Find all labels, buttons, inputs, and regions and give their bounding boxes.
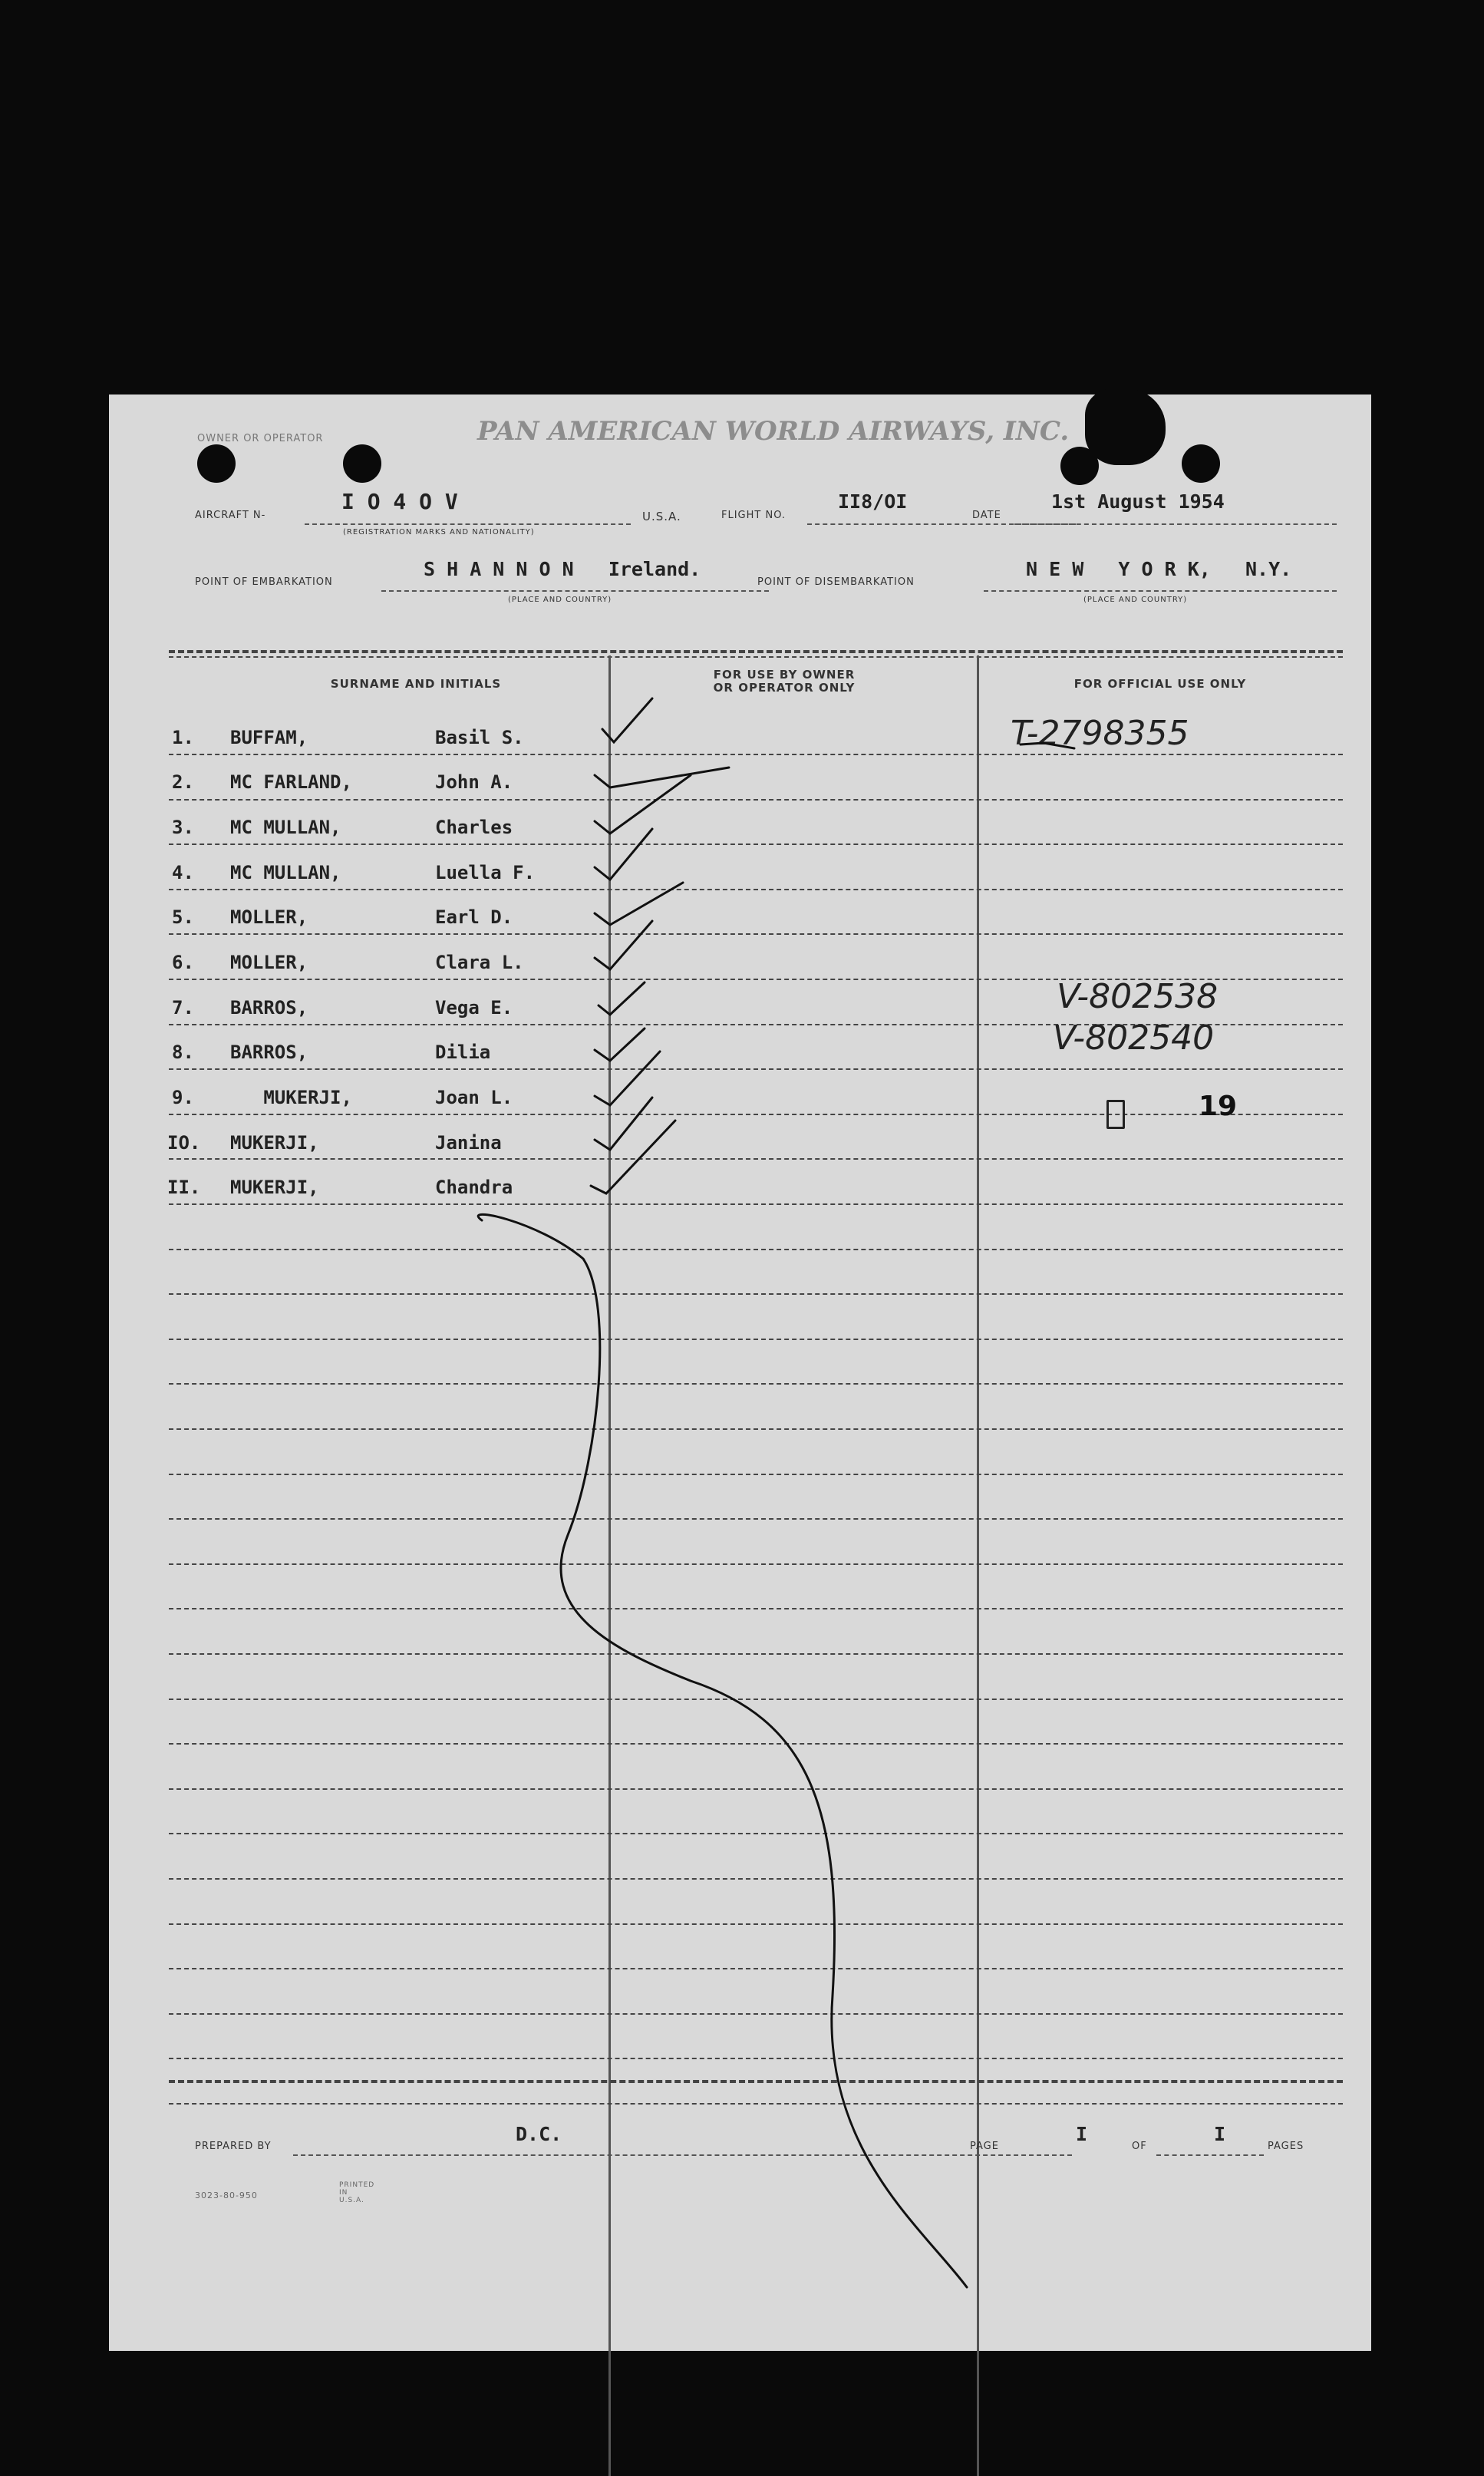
pages-label: PAGES bbox=[1268, 2141, 1304, 2152]
row-number: 3. bbox=[172, 817, 194, 838]
strike-through-stroke bbox=[478, 1214, 967, 2287]
aircraft-value: I O 4 O V bbox=[341, 489, 458, 514]
passenger-given-name: John A. bbox=[435, 771, 513, 793]
prepared-by-value: D.C. bbox=[516, 2123, 562, 2145]
check-mark-icon bbox=[595, 829, 652, 880]
official-note-passport-1: T-2798355 bbox=[1011, 714, 1189, 753]
row-number: II. bbox=[167, 1177, 201, 1198]
passenger-given-name: Vega E. bbox=[435, 997, 513, 1018]
passenger-surname: BARROS, bbox=[230, 997, 308, 1018]
of-value: I bbox=[1214, 2123, 1226, 2145]
row-number: 4. bbox=[172, 862, 194, 883]
column-header-owner-line1: FOR USE BY OWNER bbox=[713, 668, 856, 682]
embarkation-label: POINT OF EMBARKATION bbox=[195, 576, 333, 588]
airline-name: PAN AMERICAN WORLD AIRWAYS, INC. bbox=[477, 416, 1070, 447]
passenger-surname: MUKERJI, bbox=[230, 1132, 319, 1154]
page-label: PAGE bbox=[970, 2141, 999, 2152]
row-number: 2. bbox=[172, 771, 194, 793]
row-number: 9. bbox=[172, 1087, 194, 1108]
disembarkation-place-caption: (PLACE AND COUNTRY) bbox=[1083, 596, 1188, 604]
disembarkation-label: POINT OF DISEMBARKATION bbox=[757, 576, 915, 588]
aircraft-label: AIRCRAFT N- bbox=[195, 510, 266, 521]
passenger-given-name: Janina bbox=[435, 1132, 502, 1154]
passenger-surname: BUFFAM, bbox=[230, 727, 308, 748]
row-number: 8. bbox=[172, 1042, 194, 1063]
official-underline-stroke bbox=[1021, 743, 1074, 748]
passenger-surname: MC MULLAN, bbox=[230, 817, 341, 838]
passenger-given-name: Dilia bbox=[435, 1042, 491, 1063]
passenger-given-name: Basil S. bbox=[435, 727, 524, 748]
date-label: DATE bbox=[972, 510, 1001, 521]
embarkation-value: S H A N N O N Ireland. bbox=[424, 558, 701, 580]
row-number: IO. bbox=[167, 1132, 201, 1154]
prepared-by-label: PREPARED BY bbox=[195, 2141, 272, 2152]
printed-in-usa: PRINTED IN U.S.A. bbox=[339, 2181, 375, 2204]
embarkation-place-caption: (PLACE AND COUNTRY) bbox=[508, 596, 612, 604]
column-header-surname: SURNAME AND INITIALS bbox=[330, 677, 502, 691]
passenger-given-name: Joan L. bbox=[435, 1087, 513, 1108]
passenger-surname: MC FARLAND, bbox=[230, 771, 352, 793]
row-number: 5. bbox=[172, 906, 194, 928]
passenger-given-name: Clara L. bbox=[435, 952, 524, 973]
flight-value: II8/OI bbox=[838, 490, 908, 513]
check-mark-icon bbox=[595, 921, 652, 969]
form-code: 3023-80-950 bbox=[195, 2190, 258, 2200]
row-number: 6. bbox=[172, 952, 194, 973]
passenger-given-name: Earl D. bbox=[435, 906, 513, 928]
column-header-owner-line2: OR OPERATOR ONLY bbox=[713, 681, 856, 695]
check-mark-icon bbox=[602, 698, 652, 742]
row-number: 7. bbox=[172, 997, 194, 1018]
owner-operator-label: OWNER OR OPERATOR bbox=[197, 433, 324, 444]
column-header-official: FOR OFFICIAL USE ONLY bbox=[1073, 677, 1247, 691]
check-mark-icon bbox=[599, 982, 645, 1015]
usa-label: U.S.A. bbox=[642, 510, 681, 523]
passenger-surname: MOLLER, bbox=[230, 952, 308, 973]
passenger-surname: MUKERJI, bbox=[230, 1177, 319, 1198]
passenger-surname: BARROS, bbox=[230, 1042, 308, 1063]
official-stamp-number: 19 bbox=[1199, 1091, 1238, 1122]
disembarkation-value: N E W Y O R K, N.Y. bbox=[1026, 558, 1292, 580]
of-label: OF bbox=[1132, 2141, 1147, 2152]
date-value: 1st August 1954 bbox=[1051, 490, 1225, 513]
check-mark-icon bbox=[595, 1051, 660, 1105]
check-mark-icon bbox=[595, 1098, 652, 1150]
check-mark-icon bbox=[595, 1028, 645, 1061]
official-note-visa-1: V-802538 bbox=[1057, 977, 1219, 1016]
registration-caption: (REGISTRATION MARKS AND NATIONALITY) bbox=[343, 528, 535, 536]
check-mark-icon bbox=[595, 775, 691, 834]
passenger-given-name: Chandra bbox=[435, 1177, 513, 1198]
passenger-given-name: Charles bbox=[435, 817, 513, 838]
row-number: 1. bbox=[172, 727, 194, 748]
passenger-surname: MUKERJI, bbox=[230, 1087, 352, 1108]
check-mark-icon bbox=[591, 1121, 675, 1193]
check-mark-icon bbox=[595, 768, 729, 787]
passenger-surname: MOLLER, bbox=[230, 906, 308, 928]
page-value: I bbox=[1076, 2123, 1088, 2145]
official-note-visa-2: V-802540 bbox=[1053, 1018, 1215, 1058]
flight-label: FLIGHT NO. bbox=[721, 510, 787, 521]
check-mark-icon bbox=[595, 883, 683, 925]
passenger-given-name: Luella F. bbox=[435, 862, 536, 883]
passenger-surname: MC MULLAN, bbox=[230, 862, 341, 883]
